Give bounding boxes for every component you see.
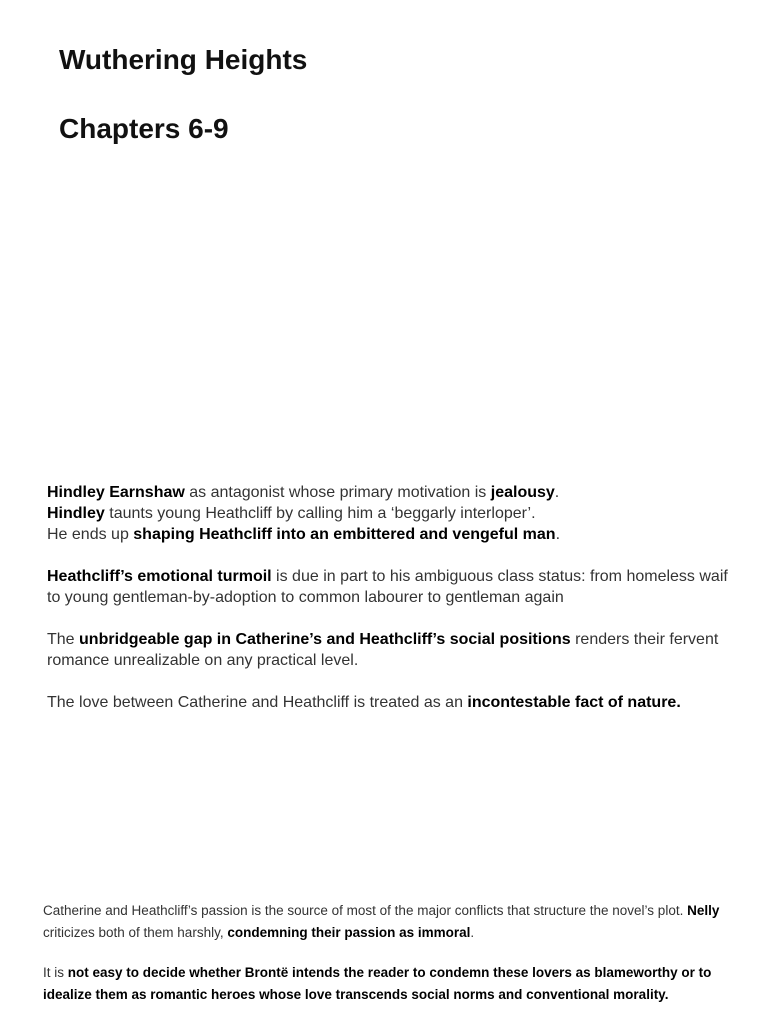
note-hindley-taunts bbox=[47, 503, 737, 524]
emphasis: unbridgeable gap in Catherine’s and Heathcliff’s social positions bbox=[79, 631, 571, 648]
footnotes-section bbox=[43, 900, 723, 1024]
page-subtitle: Chapters 6-9 bbox=[59, 113, 229, 144]
text: taunts young Heathcliff by calling him a ‘beggarly interloper’. bbox=[104, 505, 536, 522]
notes-section bbox=[47, 482, 737, 734]
note-hindley-shapes bbox=[47, 524, 737, 545]
note-hindley-antagonist bbox=[47, 482, 737, 503]
page-title: Wuthering Heights bbox=[59, 44, 308, 75]
text: . bbox=[554, 484, 560, 501]
text: It is bbox=[43, 965, 68, 980]
note-social-gap bbox=[47, 629, 737, 671]
text: . bbox=[470, 925, 475, 940]
text: is due in part to his ambiguous class status: from homeless waif to young gentleman-by-adoption to common labourer to gentleman again bbox=[47, 568, 728, 606]
emphasis: Heathcliff’s emotional turmoil bbox=[47, 568, 272, 585]
note-love-nature bbox=[47, 692, 737, 713]
emphasis: condemning their passion as immoral bbox=[227, 925, 471, 940]
emphasis: Hindley bbox=[47, 505, 105, 522]
text: criticizes both of them harshly, bbox=[43, 925, 228, 940]
footnote-passion bbox=[43, 900, 723, 944]
title-block bbox=[59, 40, 307, 149]
emphasis: Hindley Earnshaw bbox=[47, 484, 185, 501]
emphasis: Nelly bbox=[687, 903, 720, 918]
text: as antagonist whose primary motivation is bbox=[184, 484, 491, 501]
text: renders their fervent romance unrealizable on any practical level. bbox=[47, 631, 719, 669]
emphasis: not easy to decide whether Brontë intends the reader to condemn these lovers as blameworthy or to idealize them as romantic heroes whose love transcends social norms and conventional morality. bbox=[43, 965, 712, 1002]
emphasis: incontestable fact of nature. bbox=[467, 694, 681, 711]
text: . bbox=[555, 526, 561, 543]
note-heathcliff-turmoil bbox=[47, 566, 737, 608]
text: He ends up bbox=[47, 526, 134, 543]
footnote-bronte-intent bbox=[43, 962, 723, 1006]
text: Catherine and Heathcliff’s passion is the source of most of the major conflicts that structure the novel’s plot. bbox=[43, 903, 688, 918]
emphasis: jealousy bbox=[490, 484, 555, 501]
text: The love between Catherine and Heathcliff is treated as an bbox=[47, 694, 468, 711]
text: The bbox=[47, 631, 80, 648]
emphasis: shaping Heathcliff into an embittered and vengeful man bbox=[133, 526, 556, 543]
